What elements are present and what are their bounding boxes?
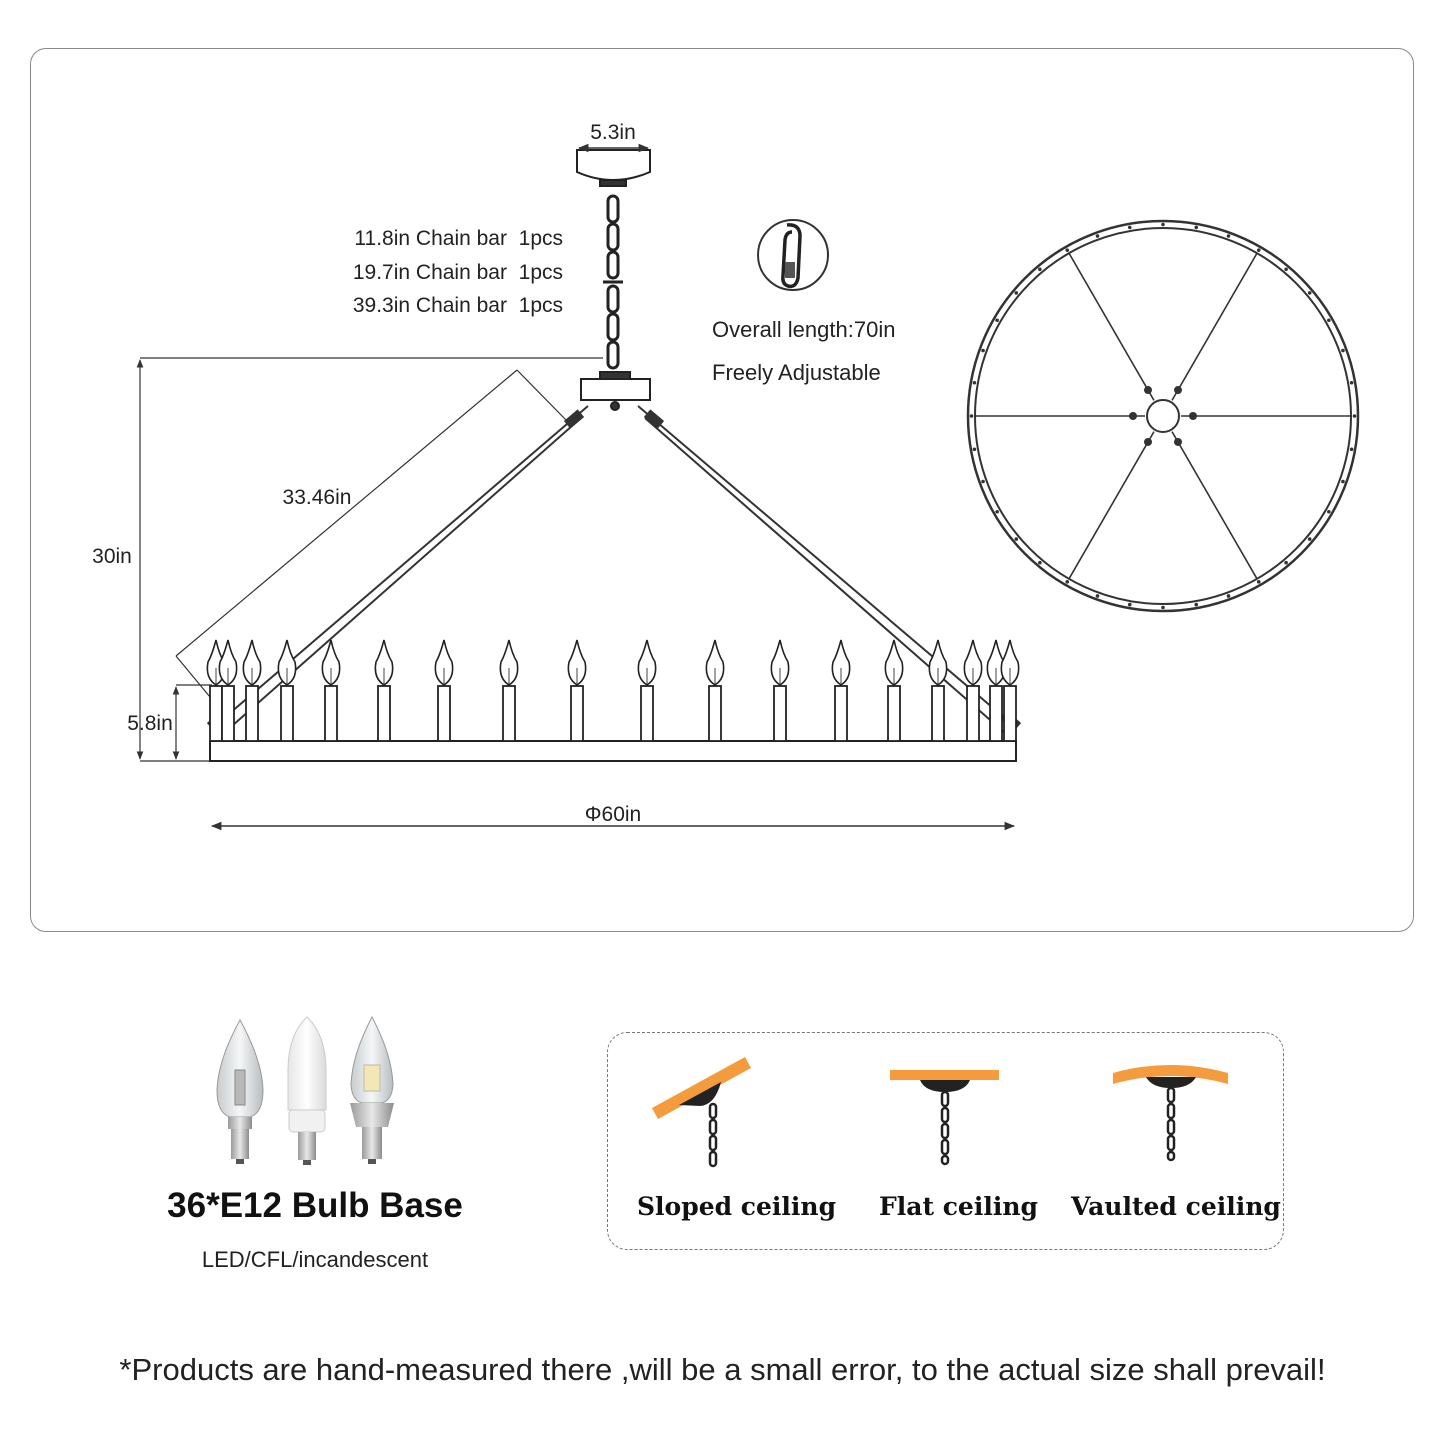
rim-rivet: [1327, 510, 1331, 514]
chain-bar-label-1: 11.8in Chain bar 1pcs: [354, 227, 563, 250]
rim-rivet: [1341, 349, 1345, 353]
diameter-label: Φ60in: [584, 803, 642, 826]
top-view-arm: [1069, 253, 1154, 400]
candle: [1001, 640, 1018, 741]
ceiling-illustrations: [607, 1040, 1284, 1180]
flat-ceiling-label: Flat ceiling: [879, 1192, 1038, 1221]
candle: [322, 640, 339, 741]
rim-rivet: [1038, 268, 1042, 272]
rim-rivet: [1257, 580, 1261, 584]
rim-rivet: [1227, 594, 1231, 598]
candle: [435, 640, 452, 741]
rim-rivet: [1341, 480, 1345, 484]
arm-connector: [1129, 412, 1137, 420]
bulb-types-label: LED/CFL/incandescent: [201, 1247, 429, 1272]
rim-rivet: [1350, 447, 1354, 451]
led-bulb-icon: [350, 1017, 394, 1164]
height-label: 30in: [92, 545, 132, 568]
flat-ceiling-icon: [890, 1070, 999, 1164]
candle: [987, 640, 1004, 741]
rim-rivet: [981, 480, 985, 484]
incandescent-bulb-icon: [217, 1020, 263, 1164]
rim-rivet: [1065, 248, 1069, 252]
rim-rivet: [1128, 603, 1132, 607]
vaulted-ceiling-icon: [1113, 1065, 1228, 1160]
candle: [243, 640, 260, 741]
candle: [638, 640, 655, 741]
candle: [832, 640, 849, 741]
bulb-illustrations: [200, 1015, 430, 1165]
rim-rivet: [1284, 561, 1288, 565]
ring-base: [210, 741, 1016, 761]
measurement-disclaimer: *Products are hand-measured there ,will be a small error, to the actual size shall prevail!: [119, 1352, 1326, 1387]
candle: [964, 640, 981, 741]
rim-rivet: [1161, 223, 1165, 227]
rim-rivet: [1284, 268, 1288, 272]
candle: [278, 640, 295, 741]
top-view: [968, 221, 1358, 611]
rim-rivet: [1350, 381, 1354, 385]
arm-connector: [1144, 438, 1152, 446]
rim-rivet: [1194, 603, 1198, 607]
rim-rivet: [1065, 580, 1069, 584]
chain: [603, 196, 623, 368]
rim-rivet: [995, 510, 999, 514]
canopy-width-dimension: [579, 121, 648, 148]
rim-rivet: [1227, 234, 1231, 238]
rim-rivet: [1194, 226, 1198, 230]
rim-rivet: [1327, 318, 1331, 322]
canopy-width-label: 5.3in: [590, 121, 636, 144]
candle-height-label: 5.8in: [127, 712, 173, 735]
top-view-arm: [1069, 432, 1154, 579]
top-view-arm: [1172, 253, 1257, 400]
candle: [885, 640, 902, 741]
candle: [771, 640, 788, 741]
rim-rivet: [1096, 234, 1100, 238]
rim-rivet: [970, 414, 974, 418]
carabiner-hook-icon: [758, 220, 828, 290]
rim-rivet: [1015, 537, 1019, 541]
top-view-arm: [1172, 432, 1257, 579]
rim-rivet: [973, 447, 977, 451]
chain-bar-label-3: 39.3in Chain bar 1pcs: [352, 294, 563, 317]
overall-length-label: Overall length:70in: [712, 317, 896, 342]
rod-length-label: 33.46in: [282, 486, 352, 509]
arm-connector: [1189, 412, 1197, 420]
rim-rivet: [1161, 606, 1165, 610]
rim-rivet: [981, 349, 985, 353]
vaulted-ceiling-label: Vaulted ceiling: [1071, 1192, 1281, 1221]
candle: [375, 640, 392, 741]
candle: [500, 640, 517, 741]
arm-connector: [1144, 386, 1152, 394]
bulb-base-title: 36*E12 Bulb Base: [167, 1186, 463, 1225]
rim-rivet: [1257, 248, 1261, 252]
candle: [568, 640, 585, 741]
ceiling-canopy: [577, 150, 650, 186]
chain-bar-label-2: 19.7in Chain bar 1pcs: [352, 261, 563, 284]
candle: [219, 640, 236, 741]
rim-rivet: [1038, 561, 1042, 565]
rim-rivet: [973, 381, 977, 385]
arm-connector: [1174, 386, 1182, 394]
rim-rivet: [1015, 291, 1019, 295]
candle-row: [207, 640, 1018, 741]
rim-rivet: [1308, 291, 1312, 295]
hub-plate: [581, 372, 650, 410]
rim-rivet: [1353, 414, 1357, 418]
sloped-ceiling-icon: [652, 1057, 751, 1166]
candle: [706, 640, 723, 741]
arm-connector: [1174, 438, 1182, 446]
sloped-ceiling-label: Sloped ceiling: [637, 1192, 837, 1221]
adjustable-note: Freely Adjustable: [712, 360, 881, 385]
rim-rivet: [995, 318, 999, 322]
rim-rivet: [1096, 594, 1100, 598]
cfl-bulb-icon: [288, 1017, 326, 1165]
rim-rivet: [1128, 226, 1132, 230]
candle-height-dimension: [176, 685, 212, 759]
rim-rivet: [1308, 537, 1312, 541]
